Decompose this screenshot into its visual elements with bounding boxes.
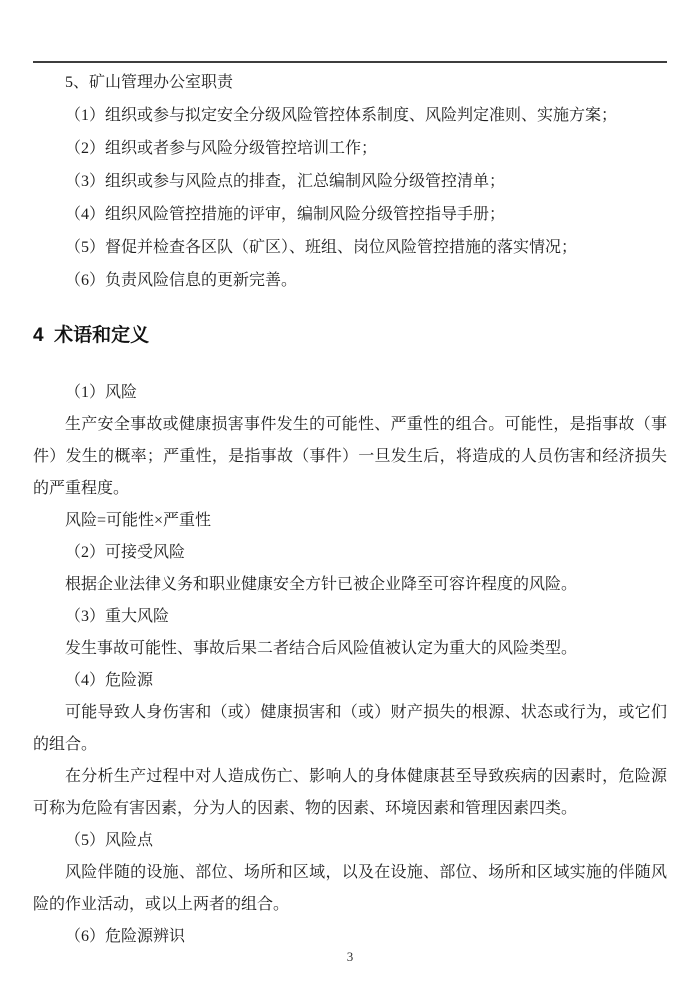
term-label-hazard-source: （4）危险源: [65, 672, 154, 689]
term-label-acceptable-risk: （2）可接受风险: [65, 544, 186, 561]
duty-item-5: （5）督促并检查各区队（矿区）、班组、岗位风险管控措施的落实情况；: [65, 239, 578, 256]
section-heading-terms: 4 术语和定义: [33, 325, 150, 346]
term-para-risk-formula: 风险=可能性×严重性: [65, 512, 212, 529]
term-para-acceptable-risk-definition: 根据企业法律义务和职业健康安全方针已被企业降至可容许程度的风险。: [65, 576, 578, 593]
duty-item-6: （6）负责风险信息的更新完善。: [65, 272, 298, 289]
term-label-risk: （1）风险: [65, 384, 138, 401]
duty-section-title: 5、矿山管理办公室职责: [65, 74, 234, 91]
duty-section: [33, 66, 667, 297]
term-para-major-risk-definition: 发生事故可能性、事故后果二者结合后风险值被认定为重大的风险类型。: [65, 640, 578, 657]
terms-section: [33, 377, 667, 953]
term-label-risk-point: （5）风险点: [65, 832, 154, 849]
duty-item-2: （2）组织或者参与风险分级管控培训工作；: [65, 140, 378, 157]
term-para-risk-definition: 生产安全事故或健康损害事件发生的可能性、严重性的组合。可能性，是指事故（事件）发生的概率；严重性，是指事故（事件）一旦发生后，将造成的人员伤害和经济损失的严重程度。: [33, 416, 667, 497]
term-para-hazard-source-definition: 可能导致人身伤害和（或）健康损害和（或）财产损失的根源、状态或行为，或它们的组合。: [33, 704, 667, 753]
term-para-hazard-source-factors: 在分析生产过程中对人造成伤亡、影响人的身体健康甚至导致疾病的因素时，危险源可称为危险有害因素，分为人的因素、物的因素、环境因素和管理因素四类。: [33, 768, 667, 817]
page-footer: [0, 950, 700, 964]
duty-item-1: （1）组织或参与拟定安全分级风险管控体系制度、风险判定准则、实施方案；: [65, 107, 618, 124]
duty-item-3: （3）组织或参与风险点的排查，汇总编制风险分级管控清单；: [65, 173, 506, 190]
term-label-hazard-identification: （6）危险源辨识: [65, 928, 186, 945]
page-number: 3: [346, 949, 354, 964]
page-header-rule: [33, 0, 667, 63]
term-para-risk-point-definition: 风险伴随的设施、部位、场所和区域，以及在设施、部位、场所和区域实施的伴随风险的作业活动，或以上两者的组合。: [33, 864, 667, 913]
duty-item-4: （4）组织风险管控措施的评审，编制风险分级管控指导手册；: [65, 206, 506, 223]
page-content: [33, 66, 667, 953]
term-label-major-risk: （3）重大风险: [65, 608, 170, 625]
